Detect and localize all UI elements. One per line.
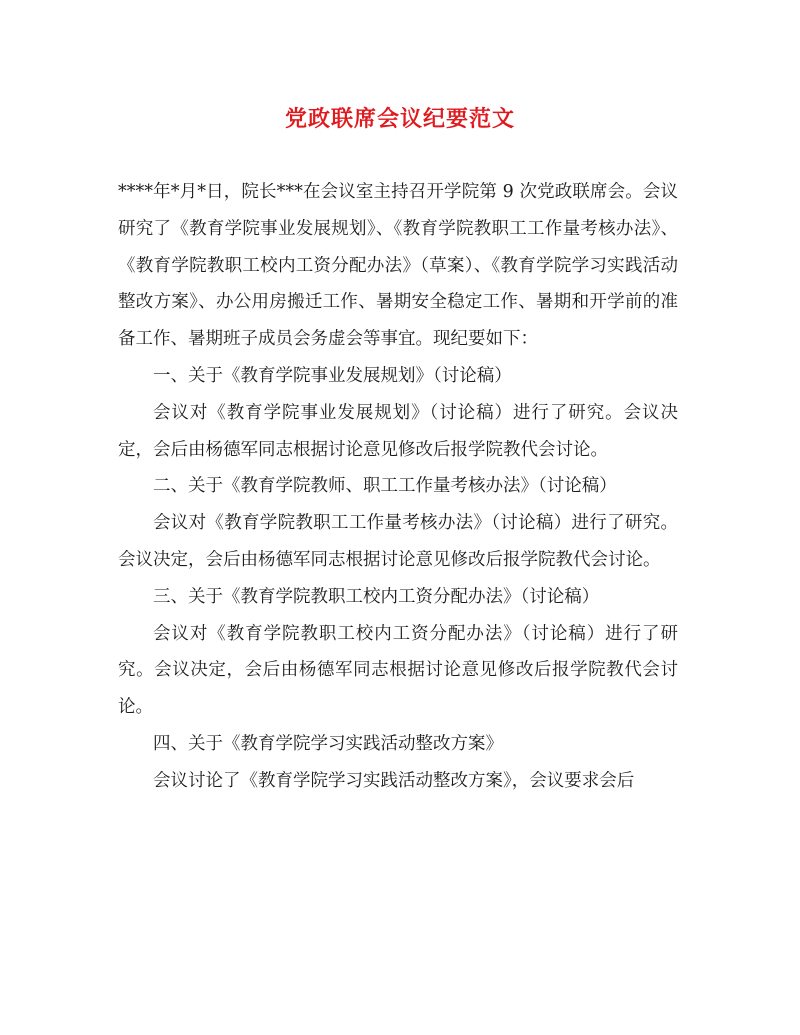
document-body (118, 174, 678, 800)
document-title: 党政联席会议纪要范文 (284, 106, 515, 132)
section-heading-3: 三、关于《教育学院教职工校内工资分配办法》（讨论稿） (153, 586, 600, 607)
section-paragraph-4: 会议讨论了《教育学院学习实践活动整改方案》，会议要求会后 (153, 770, 635, 791)
section-paragraph-2: 会议对《教育学院教职工工作量考核办法》（讨论稿）进行了研究。会议决定，会后由杨德军同志根据讨论意见修改后报学院教代会讨论。 (118, 513, 678, 570)
section-heading-1: 一、关于《教育学院事业发展规划》（讨论稿） (153, 365, 512, 386)
section-heading-2: 二、关于《教育学院教师、职工工作量考核办法》（讨论稿） (153, 476, 617, 497)
intro-paragraph: ****年*月*日，院长***在会议室主持召开学院第 9 次党政联席会。会议研究了《教育学院事业发展规划》、《教育学院教职工工作量考核办法》、《教育学院教职工校内工资分配办法》（草案）、《教育学院学习实践活动整改方案》、办公用房搬迁工作、暑期安全稳定工作、暑期和开学前的准备工作、暑期班子成员会务虚会等事宜。现纪要如下： (118, 182, 678, 350)
section-heading-4: 四、关于《教育学院学习实践活动整改方案》 (153, 733, 503, 754)
section-paragraph-1: 会议对《教育学院事业发展规划》（讨论稿）进行了研究。会议决定，会后由杨德军同志根据讨论意见修改后报学院教代会讨论。 (118, 402, 678, 460)
section-paragraph-3: 会议对《教育学院教职工校内工资分配办法》（讨论稿）进行了研究。会议决定，会后由杨德军同志根据讨论意见修改后报学院教代会讨论。 (118, 623, 678, 718)
